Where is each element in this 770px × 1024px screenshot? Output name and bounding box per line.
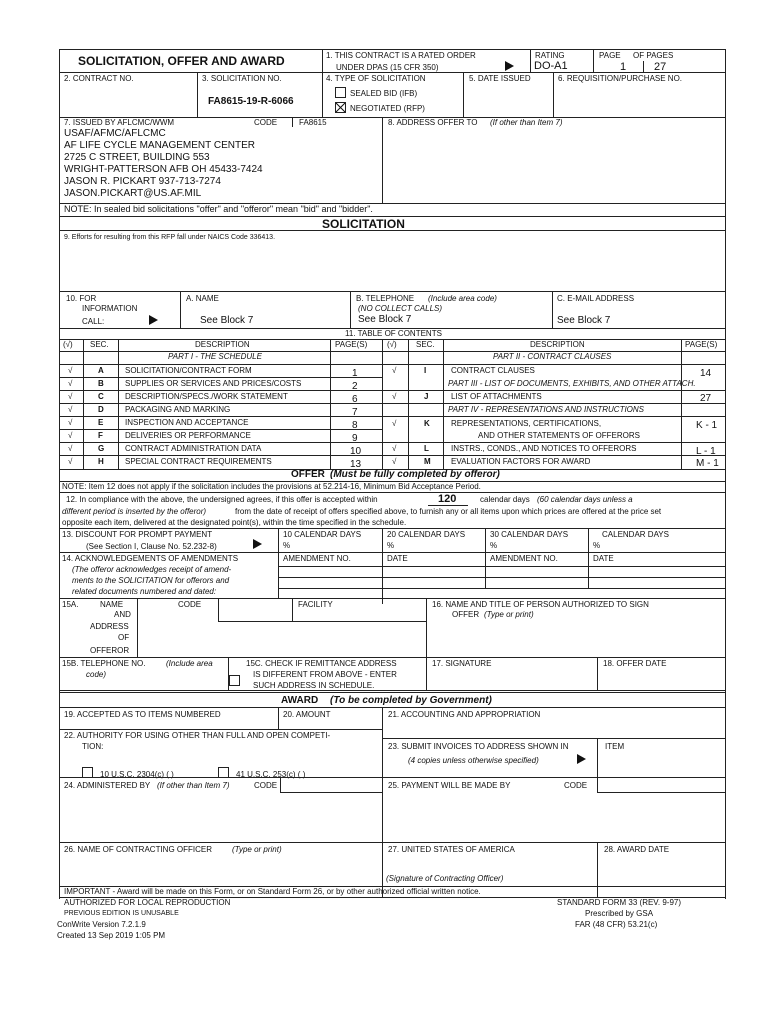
toc-row-sec: D <box>98 405 104 414</box>
block-15c-text: SUCH ADDRESS IN SCHEDULE. <box>253 681 375 690</box>
toc-row-description: INSPECTION AND ACCEPTANCE <box>125 418 249 427</box>
block-10c-value: See Block 7 <box>557 315 611 326</box>
block-15b-label: 15B. TELEPHONE NO. <box>62 659 146 668</box>
toc-row-description: AND OTHER STATEMENTS OF OFFERORS <box>478 431 640 440</box>
toc-row-pages: M - 1 <box>696 458 719 469</box>
toc-row-description: REPRESENTATIONS, CERTIFICATIONS, <box>451 419 602 428</box>
sealed-bid-label: SEALED BID (IFB) <box>350 89 418 98</box>
toc-row-pages: 14 <box>700 368 712 379</box>
block-10-info: INFORMATION <box>82 304 138 313</box>
form-title: SOLICITATION, OFFER AND AWARD <box>78 54 285 68</box>
toc-row-sec: M <box>424 457 431 466</box>
toc-row-check: √ <box>392 444 397 453</box>
block-19-label: 19. ACCEPTED AS TO ITEMS NUMBERED <box>64 710 221 719</box>
toc-row-check: √ <box>68 444 73 453</box>
toc-row-sec: F <box>98 431 103 440</box>
block-17-label: 17. SIGNATURE <box>432 659 492 668</box>
block-13-label: 13. DISCOUNT FOR PROMPT PAYMENT <box>62 530 213 539</box>
form-number: STANDARD FORM 33 (REV. 9-97) <box>557 898 682 907</box>
block-10a-value: See Block 7 <box>200 315 254 326</box>
created-timestamp: Created 13 Sep 2019 1:05 PM <box>57 931 166 940</box>
toc-row-pages: 10 <box>350 446 362 457</box>
offeror-of-label: OF <box>118 633 130 642</box>
block-1-label: 1. THIS CONTRACT IS A RATED ORDER <box>326 51 476 60</box>
toc-part-2: PART II - CONTRACT CLAUSES <box>493 352 612 361</box>
block-12-body: from the date of receipt of offers specified above, to furnish any or all items upon which prices are offered at the price set <box>235 507 662 516</box>
toc-row-sec: G <box>98 444 105 453</box>
block-24-note: (If other than Item 7) <box>157 781 230 790</box>
issuer-address-line: AF LIFE CYCLE MANAGEMENT CENTER <box>64 140 255 151</box>
far-reference: FAR (48 CFR) 53.21(c) <box>575 920 658 929</box>
issuer-address-line: USAF/AFMC/AFLCMC <box>64 128 166 139</box>
toc-row-pages: 1 <box>352 368 358 379</box>
offeror-address-label: ADDRESS <box>90 622 129 631</box>
block-10b-note: (Include area code) <box>428 294 497 303</box>
block-10-label: 10. FOR <box>66 294 97 303</box>
toc-row-check: √ <box>68 457 73 466</box>
arrow-icon <box>149 315 158 325</box>
block-16-note: (Type or print) <box>484 610 534 619</box>
offeror-name-label: NAME <box>100 600 124 609</box>
toc-row-check: √ <box>68 366 73 375</box>
arrow-icon <box>253 539 262 549</box>
block-12-default: (60 calendar days unless a <box>537 495 633 504</box>
block-10a-label: A. NAME <box>186 294 219 303</box>
toc-row-sec: L <box>424 444 429 453</box>
toc-header-pages: PAGE(S) <box>685 340 718 349</box>
item-12-note: NOTE: Item 12 does not apply if the solicitation includes the provisions at 52.214-16, Minimum Bid Acceptance Period. <box>62 482 481 491</box>
issuer-address-line: JASON R. PICKART 937-713-7274 <box>64 176 221 187</box>
toc-title: 11. TABLE OF CONTENTS <box>345 329 442 338</box>
block-14-note: related documents numbered and dated: <box>72 587 217 596</box>
block-3-label: 3. SOLICITATION NO. <box>202 74 282 83</box>
block-22-label: 22. AUTHORITY FOR USING OTHER THAN FULL AND OPEN COMPETI- <box>64 731 331 740</box>
block-23-note: (4 copies unless otherwise specified) <box>408 756 539 765</box>
block-14-note: (The offeror acknowledges receipt of amend- <box>72 565 232 574</box>
toc-row-sec: J <box>424 392 429 401</box>
block-8-note: (If other than Item 7) <box>490 118 563 127</box>
toc-header-description: DESCRIPTION <box>195 340 250 349</box>
toc-row-check: √ <box>68 431 73 440</box>
block-5-label: 5. DATE ISSUED <box>469 74 531 83</box>
offeror-code-label: CODE <box>178 600 202 609</box>
arrow-icon <box>505 61 514 71</box>
toc-row-check: √ <box>68 418 73 427</box>
toc-row-pages: K - 1 <box>696 420 718 431</box>
block-14-label: 14. ACKNOWLEDGEMENTS OF AMENDMENTS <box>62 554 239 563</box>
block-13-clause: (See Section I, Clause No. 52.232-8) <box>86 542 217 551</box>
toc-row-description: SUPPLIES OR SERVICES AND PRICES/COSTS <box>125 379 302 388</box>
important-notice: IMPORTANT - Award will be made on this Form, or on Standard Form 26, or by other authorized official written notice. <box>64 887 481 896</box>
discount-percent: % <box>593 541 601 550</box>
block-8-label: 8. ADDRESS OFFER TO <box>388 118 478 127</box>
block-9-text: 9. Efforts for resulting from this RFP fall under NAICS Code 336413. <box>64 234 276 241</box>
issuer-code: FA8615 <box>299 118 327 127</box>
block-24-code-label: CODE <box>254 781 278 790</box>
block-15b-note: (Include area <box>166 659 213 668</box>
negotiated-label: NEGOTIATED (RFP) <box>350 104 425 113</box>
toc-row-description: SOLICITATION/CONTRACT FORM <box>125 366 252 375</box>
block-12-calendar: calendar days <box>480 495 530 504</box>
discount-30-days: 30 CALENDAR DAYS <box>490 530 569 539</box>
pages-value: 27 <box>654 61 667 73</box>
offeror-label: OFFEROR <box>90 646 130 655</box>
conwrite-version: ConWrite Version 7.2.1.9 <box>57 920 146 929</box>
block-28-label: 28. AWARD DATE <box>604 845 670 854</box>
solicitation-heading: SOLICITATION <box>322 217 405 231</box>
discount-percent: % <box>490 541 498 550</box>
toc-row-check: √ <box>68 405 73 414</box>
toc-row-description: DELIVERIES OR PERFORMANCE <box>125 431 251 440</box>
solicitation-number: FA8615-19-R-6066 <box>208 96 294 107</box>
offer-heading-note: (Must be fully completed by offeror) <box>330 469 500 480</box>
toc-header-sec: SEC. <box>90 340 109 349</box>
block-18-label: 18. OFFER DATE <box>603 659 667 668</box>
reproduction-note: AUTHORIZED FOR LOCAL REPRODUCTION <box>64 898 231 907</box>
block-10b-collect: (NO COLLECT CALLS) <box>358 304 443 313</box>
block-6-label: 6. REQUISITION/PURCHASE NO. <box>558 74 683 83</box>
toc-row-check: √ <box>392 392 397 401</box>
contracting-officer-signature-label: (Signature of Contracting Officer) <box>386 874 504 883</box>
award-heading-note: (To be completed by Government) <box>330 695 492 706</box>
toc-row-sec: H <box>98 457 104 466</box>
amendment-date-label: DATE <box>387 554 408 563</box>
of-pages-label: OF PAGES <box>633 51 674 60</box>
discount-percent: % <box>283 541 291 550</box>
discount-calendar-days: CALENDAR DAYS <box>602 530 669 539</box>
block-16-offer: OFFER <box>452 610 480 619</box>
amendment-date-label: DATE <box>593 554 614 563</box>
usc-2304-label: 10 U.S.C. 2304(c) ( ) <box>100 770 174 779</box>
toc-row-description: INSTRS., CONDS., AND NOTICES TO OFFERORS <box>451 444 637 453</box>
toc-row-sec: C <box>98 392 104 401</box>
block-21-label: 21. ACCOUNTING AND APPROPRIATION <box>388 710 541 719</box>
toc-row-pages: 7 <box>352 407 358 418</box>
rating-value: DO-A1 <box>534 60 568 72</box>
arrow-icon <box>577 754 586 764</box>
offeror-and-label: AND <box>114 610 131 619</box>
block-23-item-label: ITEM <box>605 742 625 751</box>
block-2-label: 2. CONTRACT NO. <box>64 74 134 83</box>
prescribed-by: Prescribed by GSA <box>585 909 654 918</box>
block-12-body-2: opposite each item, delivered at the designated point(s), within the time specified in the schedule. <box>62 518 407 527</box>
toc-row-check: √ <box>392 419 397 428</box>
toc-row-description: CONTRACT CLAUSES <box>451 366 535 375</box>
block-7-label: 7. ISSUED BY AFLCMC/WWM <box>64 118 175 127</box>
toc-part-4: PART IV - REPRESENTATIONS AND INSTRUCTIONS <box>448 405 645 414</box>
block-10b-label: B. TELEPHONE <box>356 294 415 303</box>
block-25-label: 25. PAYMENT WILL BE MADE BY <box>388 781 511 790</box>
sealed-bid-checkbox[interactable] <box>335 87 346 98</box>
toc-row-check: √ <box>392 366 397 375</box>
issuer-address-line: WRIGHT-PATTERSON AFB OH 45433-7424 <box>64 164 263 175</box>
toc-row-pages: 27 <box>700 393 712 404</box>
toc-row-description: PACKAGING AND MARKING <box>125 405 231 414</box>
toc-row-description: DESCRIPTION/SPECS./WORK STATEMENT <box>125 392 288 401</box>
toc-row-description: CONTRACT ADMINISTRATION DATA <box>125 444 262 453</box>
discount-20-days: 20 CALENDAR DAYS <box>387 530 466 539</box>
toc-row-sec: E <box>98 418 104 427</box>
block-10c-label: C. E-MAIL ADDRESS <box>557 294 635 303</box>
block-16-label: 16. NAME AND TITLE OF PERSON AUTHORIZED TO SIGN <box>432 600 649 609</box>
block-24-label: 24. ADMINISTERED BY <box>64 781 151 790</box>
block-27-label: 27. UNITED STATES OF AMERICA <box>388 845 515 854</box>
block-23-label: 23. SUBMIT INVOICES TO ADDRESS SHOWN IN <box>388 742 569 751</box>
block-26-label: 26. NAME OF CONTRACTING OFFICER <box>64 845 213 854</box>
toc-row-sec: B <box>98 379 104 388</box>
amendment-no-label: AMENDMENT NO. <box>283 554 351 563</box>
toc-row-pages: 8 <box>352 420 358 431</box>
sealed-bid-note: NOTE: In sealed bid solicitations "offer" and "offeror" mean "bid" and "bidder". <box>64 204 373 214</box>
acceptance-days: 120 <box>438 493 457 505</box>
toc-row-pages: 9 <box>352 433 358 444</box>
toc-row-sec: A <box>98 366 104 375</box>
block-1-dpas: UNDER DPAS (15 CFR 350) <box>336 63 439 72</box>
toc-header-check: (√) <box>63 340 73 349</box>
remittance-address-checkbox[interactable] <box>229 675 240 686</box>
toc-row-sec: I <box>424 366 427 375</box>
offer-heading: OFFER <box>291 469 325 480</box>
toc-row-check: √ <box>392 457 397 466</box>
discount-percent: % <box>387 541 395 550</box>
toc-part-1: PART I - THE SCHEDULE <box>168 352 262 361</box>
block-15c-label: 15C. CHECK IF REMITTANCE ADDRESS <box>246 659 397 668</box>
amendment-no-label: AMENDMENT NO. <box>490 554 558 563</box>
toc-row-sec: K <box>424 419 430 428</box>
block-4-label: 4. TYPE OF SOLICITATION <box>326 74 426 83</box>
toc-row-check: √ <box>68 379 73 388</box>
block-15a-label: 15A. <box>62 600 79 609</box>
toc-part-3: PART III - LIST OF DOCUMENTS, EXHIBITS, AND OTHER ATTACH. <box>448 379 696 388</box>
toc-row-pages: 13 <box>350 459 362 470</box>
checked-x-icon <box>336 103 345 112</box>
toc-header-check: (√) <box>387 340 397 349</box>
toc-row-pages: 6 <box>352 394 358 405</box>
block-12-text: 12. In compliance with the above, the undersigned agrees, if this offer is accepted within <box>66 495 378 504</box>
usc-253-label: 41 U.S.C. 253(c) ( ) <box>236 770 306 779</box>
block-20-label: 20. AMOUNT <box>283 710 331 719</box>
negotiated-checkbox[interactable] <box>335 102 346 113</box>
facility-label: FACILITY <box>298 600 333 609</box>
page-value: 1 <box>620 61 627 73</box>
toc-row-pages: L - 1 <box>696 446 716 457</box>
block-12-period: different period is inserted by the offeror) <box>62 507 207 516</box>
issuer-address-line: 2725 C STREET, BUILDING 553 <box>64 152 210 163</box>
toc-header-sec: SEC. <box>416 340 435 349</box>
toc-row-description: EVALUATION FACTORS FOR AWARD <box>451 457 591 466</box>
toc-row-description: SPECIAL CONTRACT REQUIREMENTS <box>125 457 272 466</box>
toc-header-description: DESCRIPTION <box>530 340 585 349</box>
block-22-tion: TION: <box>82 742 104 751</box>
toc-header-pages: PAGE(S) <box>335 340 368 349</box>
block-15b-note: code) <box>86 670 107 679</box>
code-label: CODE <box>254 118 278 127</box>
block-10b-value: See Block 7 <box>358 314 412 325</box>
toc-row-check: √ <box>68 392 73 401</box>
block-15c-text: IS DIFFERENT FROM ABOVE - ENTER <box>253 670 397 679</box>
toc-row-description: LIST OF ATTACHMENTS <box>451 392 542 401</box>
issuer-email: JASON.PICKART@US.AF.MIL <box>64 188 202 199</box>
award-heading: AWARD <box>281 695 319 706</box>
block-10-call: CALL: <box>82 317 105 326</box>
block-26-note: (Type or print) <box>232 845 282 854</box>
discount-10-days: 10 CALENDAR DAYS <box>283 530 362 539</box>
rating-label: RATING <box>535 51 565 60</box>
page-label: PAGE <box>599 51 621 60</box>
edition-note: PREVIOUS EDITION IS UNUSABLE <box>64 910 179 917</box>
block-25-code-label: CODE <box>564 781 588 790</box>
block-14-note: ments to the SOLICITATION for offerors and <box>72 576 230 585</box>
toc-row-pages: 2 <box>352 381 358 392</box>
